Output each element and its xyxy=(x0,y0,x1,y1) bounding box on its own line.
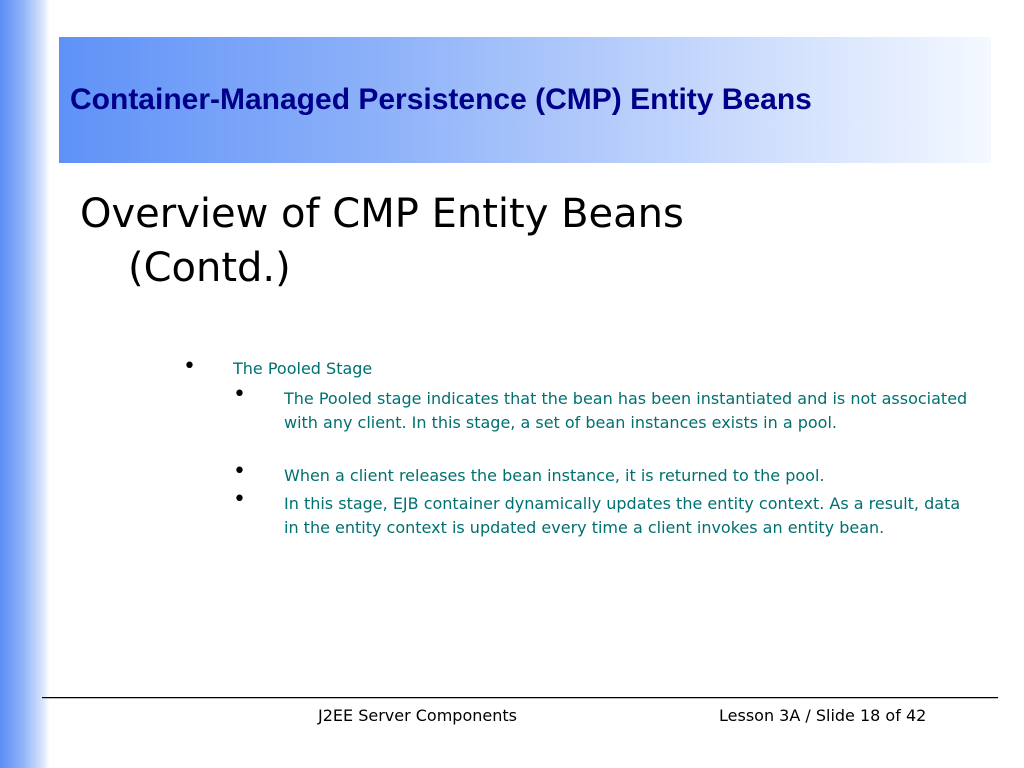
sub-bullet-text: In this stage, EJB container dynamically updates the entity context. As a result, data in the entity context is updated every time a client invokes an entity bean. xyxy=(284,494,961,537)
bullet-dot-icon: • xyxy=(183,354,196,379)
sub-bullet-text: The Pooled stage indicates that the bean has been instantiated and is not associated with any client. In this stage, a set of bean instances exists in a pool. xyxy=(284,389,968,432)
left-gradient-bar xyxy=(0,0,50,768)
section-heading: Overview of CMP Entity Beans (Contd.) xyxy=(80,191,684,291)
bullet-dot-icon: • xyxy=(233,459,246,484)
footer-slide-number: Lesson 3A / Slide 18 of 42 xyxy=(719,706,927,725)
sub-bullet-text: When a client releases the bean instance, it is returned to the pool. xyxy=(284,466,825,485)
bullet-text: The Pooled Stage xyxy=(233,359,373,378)
slide-title: Container-Managed Persistence (CMP) Entity Beans xyxy=(70,83,812,116)
bullet-dot-icon: • xyxy=(233,487,246,512)
footer-divider xyxy=(42,697,998,698)
bullet-dot-icon: • xyxy=(233,382,246,407)
footer-course-name: J2EE Server Components xyxy=(318,706,517,725)
